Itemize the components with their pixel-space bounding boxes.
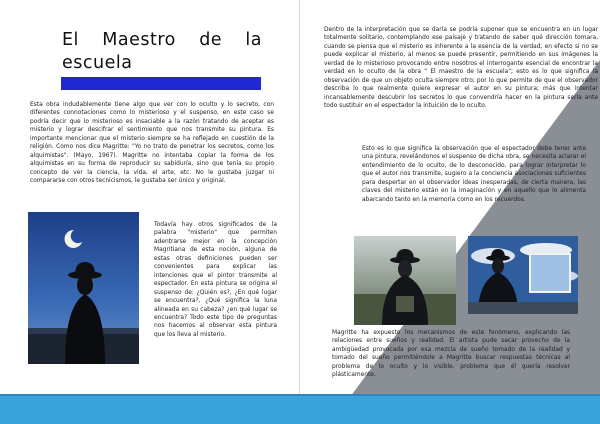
- caption-paragraph: Todavía hay otros significados de la palabra "misterio" que permiten adentrarse mejor en la concepción Magritiana de esta noción, alguna de estas otras definiciones pueden ser convenientes para explicar las intenciones que el pintor transmite al espectador. En esta pintura se origina el suspenso de: ¿Quién es?, ¿En qué lugar se encuentra?, ¿Qué significa la luna alineada en su cabeza? ¿en qué lugar se encuentra? Todo este tipo de preguntas nos hacemos al observar esta pintura que los lleva al misterio.: [154, 222, 277, 338]
- title-underline-bar: [61, 77, 261, 90]
- painting-image-left: [28, 212, 139, 364]
- page-spine-divider: [299, 0, 300, 424]
- bottom-band-edge: [0, 394, 600, 396]
- intro-paragraph: Esta obra indudablemente tiene algo que ver con lo oculto y lo secreto, con diferentes connotaciones como lo misterioso y el suspenso, en este caso se podría decir que lo misterioso es insaciable a la razón tratando de aceptar es misterio y lograr descifrar el sentimiento que nos transmite su pintura. Es importante mencionar que el misterio siempre se ha reflejado en cuestión de la religión. Como nos dice Magritte: "Yo no trato de penetrar los secretos, como los alquimistas". (Mayo, 1967). Magritte no intentaba copiar la forma de los alquimistas en su forma de reproducir su sabiduría, sino que tenía su propio concepto de ver la ciencia, la vida, el arte, etc. No le gustaba juzgar ni compararse con otros tecnicismos, le gustaba ser único y original.: [30, 102, 274, 185]
- painting-image-right-2: [468, 236, 578, 314]
- right-page: [300, 0, 600, 424]
- painting-image-right-1: [354, 236, 456, 325]
- observation-paragraph: Esto es lo que significa la observación que el espectador debe tener ante una pintura, revelándonos el suspenso de dicha obra, se necesita aclarar el entendimiento de lo oculto, de lo desconocido, para lograr interpretar lo que el autor nos transmite, sugiero a la conciencia asociaciones suficientes para despertar en el observador ideas inesperadas, de cierta manera, las claves del misterio están en la imaginación y en aquello que lo alimenta abarcando tanto en la memoria como en los recuerdos.: [362, 146, 586, 203]
- conclusion-paragraph: Magritte ha expuesto los mecanismos de este fenómeno, explicando las relaciones entre sueños y realidad. El artista pude sacar provecho de la ambigüedad provocada por esa mezcla de sueño tomado de la realidad y tomado del sueño permitiéndole a Magritte buscar respuestas técnicas al problema de lo oculto y lo visible, problema que él quería resolver plásticamente.: [332, 330, 570, 379]
- bottom-color-band: [0, 394, 600, 424]
- page-title: El Maestro de la escuela: [62, 30, 262, 73]
- interpretation-paragraph: Dentro de la interpretación que se daría se podría suponer que se encuentra en un lugar totalmente solitario, contemplando ese paisaje y tratando de saber qué dirección tomara, cuando se piensa que el misterio es inherente a la esencia de la verdad, en efecto si no se puede explicar el misterio, al menos se puede presentir, permitiendo en sus imágenes la verdad de lo misterioso provocando entre nosotros el interrogante esencial de encontrar la verdad en lo oculto de la obra " El maestro de la escuela"; esto es lo que significa la observación de que un objeto oculta siempre otro; por lo que permite de que el observador describa lo que realmente quiere expresar el autor en su pintura; más que intentar incansablemente descubrir los secretos lo que convendría hacer en la pintura sería ante todo sustituir en el espectador la intuición de lo oculto.: [324, 27, 598, 110]
